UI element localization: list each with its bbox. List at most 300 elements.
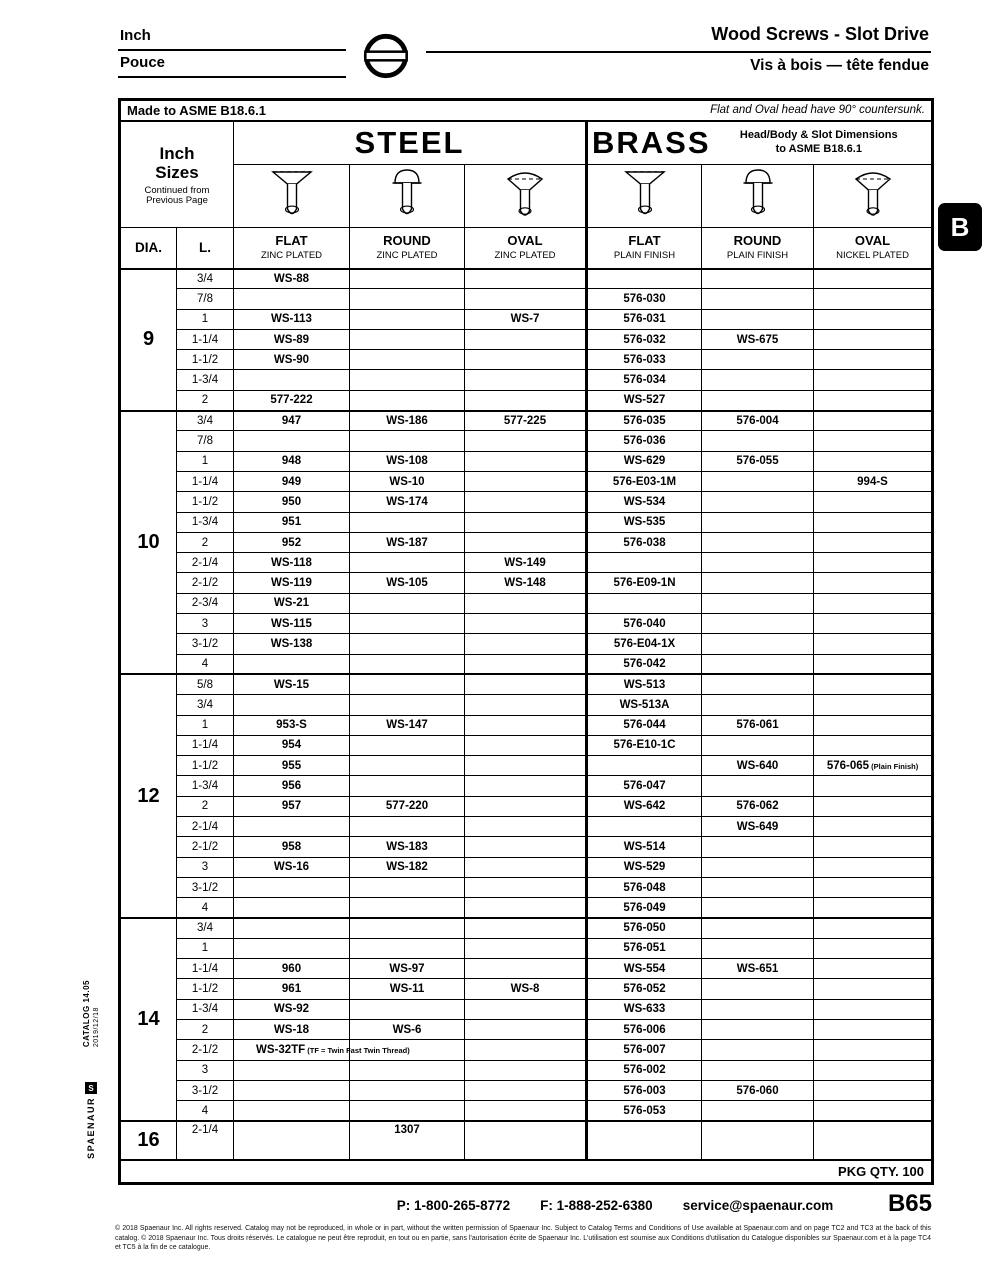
part-number-cell: 951 <box>234 512 350 532</box>
length-value: 2 <box>177 532 234 552</box>
empty-cell <box>465 593 587 613</box>
empty-cell <box>702 837 814 857</box>
flat-head-screw-icon <box>234 165 350 228</box>
diameter-label: 12 <box>120 674 177 918</box>
empty-cell <box>702 1060 814 1080</box>
part-number-cell: 576-065 (Plain Finish) <box>814 756 933 776</box>
part-number-cell: WS-138 <box>234 634 350 654</box>
empty-cell <box>814 796 933 816</box>
length-value: 2-1/2 <box>177 573 234 593</box>
empty-cell <box>465 1019 587 1039</box>
empty-cell <box>234 654 350 674</box>
part-number-cell: 949 <box>234 471 350 491</box>
part-number-cell: WS-6 <box>350 1019 465 1039</box>
part-number-cell: 994-S <box>814 471 933 491</box>
length-value: 1-1/4 <box>177 735 234 755</box>
empty-cell <box>350 390 465 410</box>
part-number-cell: WS-147 <box>350 715 465 735</box>
part-number-cell: 576-055 <box>702 451 814 471</box>
empty-cell <box>350 654 465 674</box>
empty-cell <box>587 553 702 573</box>
empty-cell <box>350 898 465 918</box>
head-style-label: FLAT <box>628 233 661 249</box>
column-header-oval-nickel <box>814 228 933 269</box>
empty-cell <box>702 735 814 755</box>
diameter-label: 10 <box>120 411 177 675</box>
empty-cell <box>702 593 814 613</box>
part-number-cell: WS-11 <box>350 979 465 999</box>
part-number-cell: 960 <box>234 959 350 979</box>
table-row <box>120 918 933 938</box>
empty-cell <box>702 776 814 796</box>
empty-cell <box>814 593 933 613</box>
part-number-cell: 576-049 <box>587 898 702 918</box>
empty-cell <box>350 1101 465 1121</box>
finish-label: ZINC PLATED <box>376 250 438 262</box>
table-row <box>120 309 933 329</box>
empty-cell <box>350 634 465 654</box>
empty-cell <box>702 1019 814 1039</box>
table-row <box>120 735 933 755</box>
table-row <box>120 1080 933 1100</box>
column-header-round-zinc <box>350 228 465 269</box>
part-number-cell: 954 <box>234 735 350 755</box>
head-style-label: OVAL <box>854 233 891 249</box>
part-number-cell: 576-003 <box>587 1080 702 1100</box>
empty-cell <box>702 1040 814 1060</box>
oval-head-screw-icon <box>814 165 933 228</box>
length-value: 1-1/4 <box>177 329 234 349</box>
part-number-cell: 576-032 <box>587 329 702 349</box>
empty-cell <box>350 695 465 715</box>
empty-cell <box>814 370 933 390</box>
head-style-label: FLAT <box>275 233 308 249</box>
empty-cell <box>814 715 933 735</box>
part-number-cell: WS-183 <box>350 837 465 857</box>
part-number-cell: 576-060 <box>702 1080 814 1100</box>
length-value: 3 <box>177 614 234 634</box>
empty-cell <box>814 1019 933 1039</box>
table-row <box>120 431 933 451</box>
empty-cell <box>465 837 587 857</box>
part-number-cell: 576-042 <box>587 654 702 674</box>
part-number-cell: 577-220 <box>350 796 465 816</box>
empty-cell <box>587 593 702 613</box>
table-row <box>120 776 933 796</box>
part-number-cell: WS-97 <box>350 959 465 979</box>
table-row <box>120 350 933 370</box>
contact-line <box>300 1198 930 1213</box>
diameter-label: 16 <box>120 1121 177 1160</box>
empty-cell <box>465 1121 587 1160</box>
empty-cell <box>350 1060 465 1080</box>
table-row <box>120 532 933 552</box>
length-value: 3-1/2 <box>177 1080 234 1100</box>
part-number-cell: WS-89 <box>234 329 350 349</box>
diameter-label: 9 <box>120 269 177 411</box>
round-head-screw-icon <box>702 165 814 228</box>
length-value: 2-3/4 <box>177 593 234 613</box>
empty-cell <box>814 451 933 471</box>
empty-cell <box>702 674 814 694</box>
table-row <box>120 796 933 816</box>
length-value: 1-3/4 <box>177 776 234 796</box>
part-number-cell: 576-E10-1C <box>587 735 702 755</box>
empty-cell <box>350 877 465 897</box>
section-tab-b: B <box>938 203 982 251</box>
table-row <box>120 411 933 431</box>
empty-cell <box>350 269 465 289</box>
empty-cell <box>465 634 587 654</box>
made-to-standard: Made to ASME B18.6.1 <box>127 102 266 118</box>
empty-cell <box>465 431 587 451</box>
empty-cell <box>814 492 933 512</box>
part-number-cell: WS-675 <box>702 329 814 349</box>
part-number-cell: WS-7 <box>465 309 587 329</box>
table-row <box>120 979 933 999</box>
length-value: 1 <box>177 715 234 735</box>
table-row <box>120 857 933 877</box>
empty-cell <box>702 634 814 654</box>
empty-cell <box>350 756 465 776</box>
page-title-block <box>426 24 931 75</box>
empty-cell <box>814 269 933 289</box>
part-number-cell: 961 <box>234 979 350 999</box>
part-number-cell: 950 <box>234 492 350 512</box>
empty-cell <box>702 471 814 491</box>
part-number-cell: WS-186 <box>350 411 465 431</box>
empty-cell <box>814 918 933 938</box>
part-number-cell: WS-554 <box>587 959 702 979</box>
empty-cell <box>702 918 814 938</box>
part-number-cell: 576-004 <box>702 411 814 431</box>
empty-cell <box>350 329 465 349</box>
empty-cell <box>350 918 465 938</box>
part-number-cell: 576-048 <box>587 877 702 897</box>
empty-cell <box>234 877 350 897</box>
length-value: 2 <box>177 1019 234 1039</box>
empty-cell <box>465 329 587 349</box>
part-number-cell: 956 <box>234 776 350 796</box>
empty-cell <box>234 431 350 451</box>
part-number-cell: WS-8 <box>465 979 587 999</box>
empty-cell <box>587 817 702 837</box>
spaenaur-logo-icon: S <box>85 1082 97 1094</box>
part-number-cell: WS-115 <box>234 614 350 634</box>
part-number-cell: WS-535 <box>587 512 702 532</box>
part-number-cell: 576-033 <box>587 350 702 370</box>
empty-cell <box>702 289 814 309</box>
inch-sizes-subtitle: Continued from Previous Page <box>144 184 210 207</box>
empty-cell <box>465 715 587 735</box>
page-title-french: Vis à bois — tête fendue <box>750 57 929 74</box>
empty-cell <box>814 532 933 552</box>
part-number-cell: WS-18 <box>234 1019 350 1039</box>
part-number-cell: WS-88 <box>234 269 350 289</box>
empty-cell <box>814 877 933 897</box>
empty-cell <box>350 999 465 1019</box>
legal-fine-print: © 2018 Spaenaur Inc. All rights reserved. Catalog may not be reproduced, in whole or in part, without the written permission of Spaenaur Inc. Subject to Catalog Terms and Conditions of Use available at Spaenaur.com and on page TC2 and TC3 at the back of this catalog. © 2018 Spaenaur Inc. Tous droits réservés. Le catalogue ne peut être reproduit, en tout ou en partie, sans l'autorisation écrite de Spaenaur Inc. L'utilisation est soumise aux Conditions d'utilisation du Catalogue disponibles sur Spaenaur.com et à la page TC4 et TC5 à la fin de ce catalogue. <box>115 1225 931 1252</box>
part-number-cell: 955 <box>234 756 350 776</box>
empty-cell <box>702 532 814 552</box>
empty-cell <box>814 979 933 999</box>
part-number-cell: 576-030 <box>587 289 702 309</box>
part-number-cell: WS-92 <box>234 999 350 1019</box>
empty-cell <box>702 1121 814 1160</box>
part-number-cell: WS-105 <box>350 573 465 593</box>
empty-cell <box>234 898 350 918</box>
catalog-edition-block <box>82 980 100 1047</box>
part-number-cell: WS-529 <box>587 857 702 877</box>
part-number-cell: 576-052 <box>587 979 702 999</box>
empty-cell <box>350 431 465 451</box>
part-number-cell: WS-651 <box>702 959 814 979</box>
empty-cell <box>702 431 814 451</box>
table-row <box>120 898 933 918</box>
empty-cell <box>350 553 465 573</box>
empty-cell <box>814 573 933 593</box>
empty-cell <box>234 1101 350 1121</box>
part-number-cell: 576-E09-1N <box>587 573 702 593</box>
empty-cell <box>350 370 465 390</box>
table-row <box>120 695 933 715</box>
empty-cell <box>350 512 465 532</box>
brass-dimensions-note: Head/Body & Slot Dimensions to ASME B18.6.1 <box>739 129 898 155</box>
length-value: 4 <box>177 1101 234 1121</box>
length-value: 2-1/2 <box>177 1040 234 1060</box>
empty-cell <box>587 756 702 776</box>
empty-cell <box>814 695 933 715</box>
finish-label: PLAIN FINISH <box>613 250 676 262</box>
length-value: 1-1/2 <box>177 756 234 776</box>
unit-label-english: Inch <box>118 24 346 51</box>
pkg-qty: PKG QTY. 100 <box>838 1164 925 1179</box>
table-row <box>120 471 933 491</box>
empty-cell <box>465 350 587 370</box>
inch-sizes-title: Inch Sizes <box>155 144 199 182</box>
head-style-label: ROUND <box>383 233 431 249</box>
table-row <box>120 1121 933 1160</box>
empty-cell <box>702 269 814 289</box>
empty-cell <box>814 411 933 431</box>
part-number-cell: 576-053 <box>587 1101 702 1121</box>
part-number-cell: WS-10 <box>350 471 465 491</box>
empty-cell <box>814 1101 933 1121</box>
part-number-cell: 576-061 <box>702 715 814 735</box>
column-header-dia: DIA. <box>120 228 177 269</box>
empty-cell <box>234 817 350 837</box>
empty-cell <box>702 898 814 918</box>
part-number-cell: 576-002 <box>587 1060 702 1080</box>
empty-cell <box>465 817 587 837</box>
empty-cell <box>234 1080 350 1100</box>
empty-cell <box>234 695 350 715</box>
length-value: 2 <box>177 390 234 410</box>
part-number-cell: 576-034 <box>587 370 702 390</box>
part-number-cell: 576-035 <box>587 411 702 431</box>
brass-label: BRASS <box>592 124 711 160</box>
empty-cell <box>465 938 587 958</box>
empty-cell <box>465 735 587 755</box>
empty-cell <box>702 512 814 532</box>
empty-cell <box>465 674 587 694</box>
part-number-cell: WS-514 <box>587 837 702 857</box>
part-number-cell: WS-629 <box>587 451 702 471</box>
table-row <box>120 877 933 897</box>
unit-labels <box>118 24 346 78</box>
part-number-cell: WS-15 <box>234 674 350 694</box>
part-number-cell: 576-006 <box>587 1019 702 1039</box>
length-value: 1-1/2 <box>177 979 234 999</box>
table-row <box>120 817 933 837</box>
empty-cell <box>234 1060 350 1080</box>
catalog-table-body <box>120 269 933 1161</box>
fax-number: F: 1-888-252-6380 <box>540 1198 653 1213</box>
table-row <box>120 593 933 613</box>
empty-cell <box>814 309 933 329</box>
empty-cell <box>702 492 814 512</box>
steel-section-header: STEEL <box>234 121 587 165</box>
length-value: 1-1/4 <box>177 471 234 491</box>
empty-cell <box>465 471 587 491</box>
empty-cell <box>814 1121 933 1160</box>
made-to-row <box>120 100 933 121</box>
length-value: 1-3/4 <box>177 512 234 532</box>
table-row <box>120 1060 933 1080</box>
part-number-cell: 576-007 <box>587 1040 702 1060</box>
unit-label-french: Pouce <box>118 51 346 78</box>
length-value: 2-1/4 <box>177 1121 234 1160</box>
part-number-cell: 576-038 <box>587 532 702 552</box>
part-number-cell: WS-174 <box>350 492 465 512</box>
empty-cell <box>465 1040 587 1060</box>
empty-cell <box>814 553 933 573</box>
length-value: 2-1/4 <box>177 817 234 837</box>
part-number-cell: WS-187 <box>350 532 465 552</box>
empty-cell <box>234 938 350 958</box>
page-number: B65 <box>887 1190 932 1217</box>
empty-cell <box>465 898 587 918</box>
length-value: 1-1/2 <box>177 350 234 370</box>
empty-cell <box>702 857 814 877</box>
part-number-cell: WS-148 <box>465 573 587 593</box>
length-value: 1 <box>177 309 234 329</box>
column-header-row <box>120 228 933 269</box>
finish-label: PLAIN FINISH <box>726 250 789 262</box>
length-value: 7/8 <box>177 431 234 451</box>
empty-cell <box>465 1060 587 1080</box>
length-value: 2-1/2 <box>177 837 234 857</box>
empty-cell <box>350 289 465 309</box>
page-header <box>118 24 931 80</box>
table-row <box>120 269 933 289</box>
part-number-cell: 576-E04-1X <box>587 634 702 654</box>
empty-cell <box>350 674 465 694</box>
empty-cell <box>350 735 465 755</box>
length-value: 1-1/4 <box>177 959 234 979</box>
empty-cell <box>814 350 933 370</box>
part-number-cell: WS-16 <box>234 857 350 877</box>
catalog-date: 2019/12/18 <box>93 1007 100 1048</box>
part-number-cell: WS-118 <box>234 553 350 573</box>
table-row <box>120 1040 933 1060</box>
part-number-cell: 952 <box>234 532 350 552</box>
empty-cell <box>465 492 587 512</box>
slot-drive-icon <box>346 24 426 80</box>
empty-cell <box>465 695 587 715</box>
table-row <box>120 512 933 532</box>
part-number-cell: 958 <box>234 837 350 857</box>
round-head-screw-icon <box>350 165 465 228</box>
empty-cell <box>702 370 814 390</box>
length-value: 3 <box>177 1060 234 1080</box>
empty-cell <box>702 614 814 634</box>
finish-label: NICKEL PLATED <box>836 250 909 262</box>
empty-cell <box>814 938 933 958</box>
empty-cell <box>814 776 933 796</box>
column-header-length: L. <box>177 228 234 269</box>
empty-cell <box>814 898 933 918</box>
length-value: 1-1/2 <box>177 492 234 512</box>
empty-cell <box>465 370 587 390</box>
finish-label: ZINC PLATED <box>494 250 556 262</box>
part-number-cell: WS-513 <box>587 674 702 694</box>
part-number-cell: WS-513A <box>587 695 702 715</box>
phone-number: P: 1-800-265-8772 <box>396 1198 511 1213</box>
empty-cell <box>465 796 587 816</box>
empty-cell <box>814 1080 933 1100</box>
part-number-cell: WS-113 <box>234 309 350 329</box>
empty-cell <box>350 1080 465 1100</box>
part-number-cell: WS-534 <box>587 492 702 512</box>
countersunk-note: Flat and Oval head have 90° countersunk. <box>710 104 926 117</box>
part-number-cell: WS-119 <box>234 573 350 593</box>
empty-cell <box>465 756 587 776</box>
empty-cell <box>702 877 814 897</box>
table-row <box>120 999 933 1019</box>
empty-cell <box>350 350 465 370</box>
empty-cell <box>465 289 587 309</box>
empty-cell <box>814 1040 933 1060</box>
empty-cell <box>465 512 587 532</box>
table-row <box>120 614 933 634</box>
empty-cell <box>702 309 814 329</box>
table-row <box>120 654 933 674</box>
part-number-cell: 576-040 <box>587 614 702 634</box>
empty-cell <box>350 776 465 796</box>
empty-cell <box>465 877 587 897</box>
part-number-cell: 953-S <box>234 715 350 735</box>
part-number-cell: 576-044 <box>587 715 702 735</box>
service-email-link[interactable]: service@spaenaur.com <box>682 1198 834 1213</box>
head-style-label: OVAL <box>507 233 543 249</box>
part-number-cell: 576-031 <box>587 309 702 329</box>
empty-cell <box>814 735 933 755</box>
part-number-cell: 576-051 <box>587 938 702 958</box>
empty-cell <box>234 289 350 309</box>
part-number-cell: 577-222 <box>234 390 350 410</box>
table-row <box>120 634 933 654</box>
part-number-cell: 576-047 <box>587 776 702 796</box>
empty-cell <box>702 979 814 999</box>
length-value: 5/8 <box>177 674 234 694</box>
table-row <box>120 756 933 776</box>
column-header-oval-zinc <box>465 228 587 269</box>
made-to-bar <box>120 100 933 121</box>
length-value: 3/4 <box>177 411 234 431</box>
table-row <box>120 1101 933 1121</box>
part-number-cell: 576-062 <box>702 796 814 816</box>
